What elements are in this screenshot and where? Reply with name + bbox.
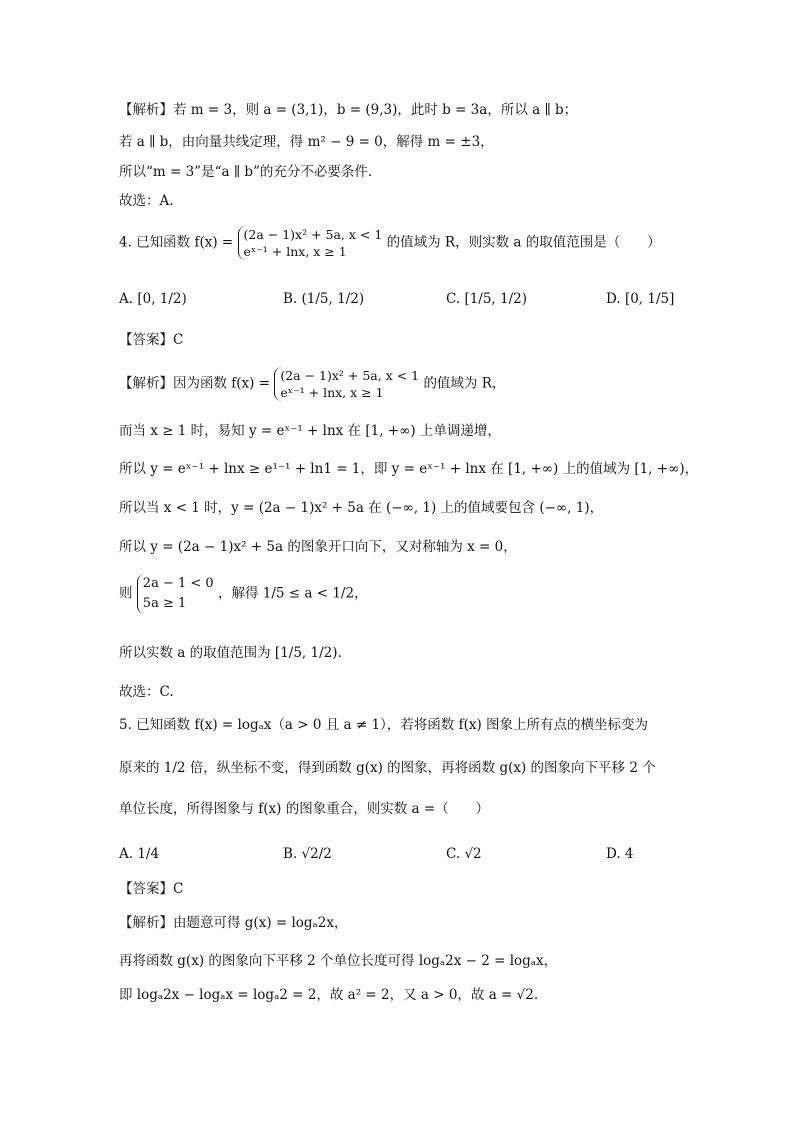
q5-option-a-label: A. (119, 846, 134, 862)
q4-solution-line4: 所以当 x < 1 时，y = (2a − 1)x² + 5a 在 (−∞, 1) 上的值域要包含 (−∞, 1)， (119, 500, 604, 516)
q4-case1: (2a − 1)x² + 5a, x < 1 (243, 227, 383, 242)
q5-option-a (119, 845, 159, 863)
q4-option-a (119, 290, 187, 308)
q4-inequality-1: 2a − 1 < 0 (142, 576, 214, 591)
q5-option-b-label: B. (283, 846, 298, 862)
q5-solution-line1: 【解析】由题意可得 g(x) = logₐ2x， (119, 915, 348, 931)
q4-solution-line7: 所以实数 a 的取值范围为 [1/5, 1/2). (119, 645, 342, 661)
q5-option-c (446, 845, 482, 863)
q4-solution-case2: eˣ⁻¹ + lnx, x ≥ 1 (280, 385, 384, 400)
q4-stem-prefix: 4. 已知函数 f(x) = (119, 234, 234, 251)
q4-stem (119, 226, 661, 260)
q5-solution-line2: 再将函数 g(x) 的图象向下平移 2 个单位长度可得 logₐ2x − 2 = logₐx， (119, 953, 558, 969)
q4-piecewise (238, 226, 383, 260)
q5-option-c-label: C. (446, 846, 461, 862)
q4-solution-line1 (119, 367, 505, 401)
q4-solution-suffix: 的值域为 R， (423, 375, 506, 392)
solution-q3-line2: 若 a ∥ b，由向量共线定理，得 m² − 9 = 0，解得 m = ±3， (119, 134, 494, 150)
q4-solution-piecewise (274, 367, 419, 401)
q4-solution-case1: (2a − 1)x² + 5a, x < 1 (280, 368, 420, 383)
q5-solution-line3: 即 logₐ2x − logₐx = logₐ2 = 2，故 a² = 2，又 a > 0，故 a = √2. (119, 987, 539, 1003)
q4-solution-prefix: 【解析】因为函数 f(x) = (119, 375, 271, 392)
q4-solution-line6 (119, 574, 368, 614)
q4-solution-choice: 故选：C. (119, 684, 174, 700)
solution-q3-choice: 故选：A. (119, 193, 174, 209)
q4-option-a-label: A. (119, 291, 134, 307)
q4-solution-result: ，解得 1/5 ≤ a < 1/2， (217, 585, 368, 602)
q4-option-b (283, 290, 364, 308)
q5-option-d: D. 4 (606, 846, 634, 862)
q4-option-a-value: [0, 1/2) (137, 291, 187, 307)
q4-option-d-label: D. (606, 291, 621, 307)
q5-option-b (283, 845, 332, 863)
q5-stem-line3: 单位长度，所得图象与 f(x) 的图象重合，则实数 a =（ ） (119, 801, 490, 817)
q4-solution-line5: 所以 y = (2a − 1)x² + 5a 的图象开口向下，又对称轴为 x = 0， (119, 539, 517, 555)
q4-option-d (606, 290, 674, 308)
q4-inequality-system (137, 574, 214, 614)
q4-solution-line2: 而当 x ≥ 1 时，易知 y = eˣ⁻¹ + lnx 在 [1, +∞) 上单调递增， (119, 423, 501, 439)
q4-option-d-value: [0, 1/5] (624, 291, 675, 307)
q5-option-c-value: √2 (464, 846, 482, 862)
solution-q3-line3: 所以“m = 3”是“a ∥ b”的充分不必要条件. (119, 164, 373, 180)
q5-answer: 【答案】C (119, 881, 184, 897)
q4-stem-suffix: 的值域为 R，则实数 a 的取值范围是（ ） (386, 234, 661, 251)
q4-case2: eˣ⁻¹ + lnx, x ≥ 1 (243, 244, 347, 259)
q4-solution-line3: 所以 y = eˣ⁻¹ + lnx ≥ e¹⁻¹ + ln1 = 1，即 y = eˣ⁻¹ + lnx 在 [1, +∞) 上的值域为 [1, +∞)， (119, 461, 699, 477)
q4-option-c-label: C. (446, 291, 461, 307)
q4-option-b-label: B. (283, 291, 298, 307)
q5-option-a-value: 1/4 (137, 846, 160, 862)
q4-solution-then: 则 (119, 585, 133, 602)
q5-stem-line1: 5. 已知函数 f(x) = logₐx（a > 0 且 a ≠ 1），若将函数 f(x) 图象上所有点的横坐标变为 (119, 717, 649, 733)
q4-option-c (446, 290, 527, 308)
q4-inequality-2: 5a ≥ 1 (142, 596, 187, 611)
q5-option-b-value: √2/2 (301, 846, 332, 862)
q5-stem-line2: 原来的 1/2 倍，纵坐标不变，得到函数 g(x) 的图象，再将函数 g(x) 的图象向下平移 2 个 (119, 760, 656, 776)
solution-q3-line1: 【解析】若 m = 3，则 a = (3,1)，b = (9,3)，此时 b = 3a，所以 a ∥ b； (119, 102, 578, 118)
q4-option-c-value: [1/5, 1/2) (464, 291, 528, 307)
q4-option-b-value: (1/5, 1/2) (301, 291, 365, 307)
q4-answer: 【答案】C (119, 332, 184, 348)
